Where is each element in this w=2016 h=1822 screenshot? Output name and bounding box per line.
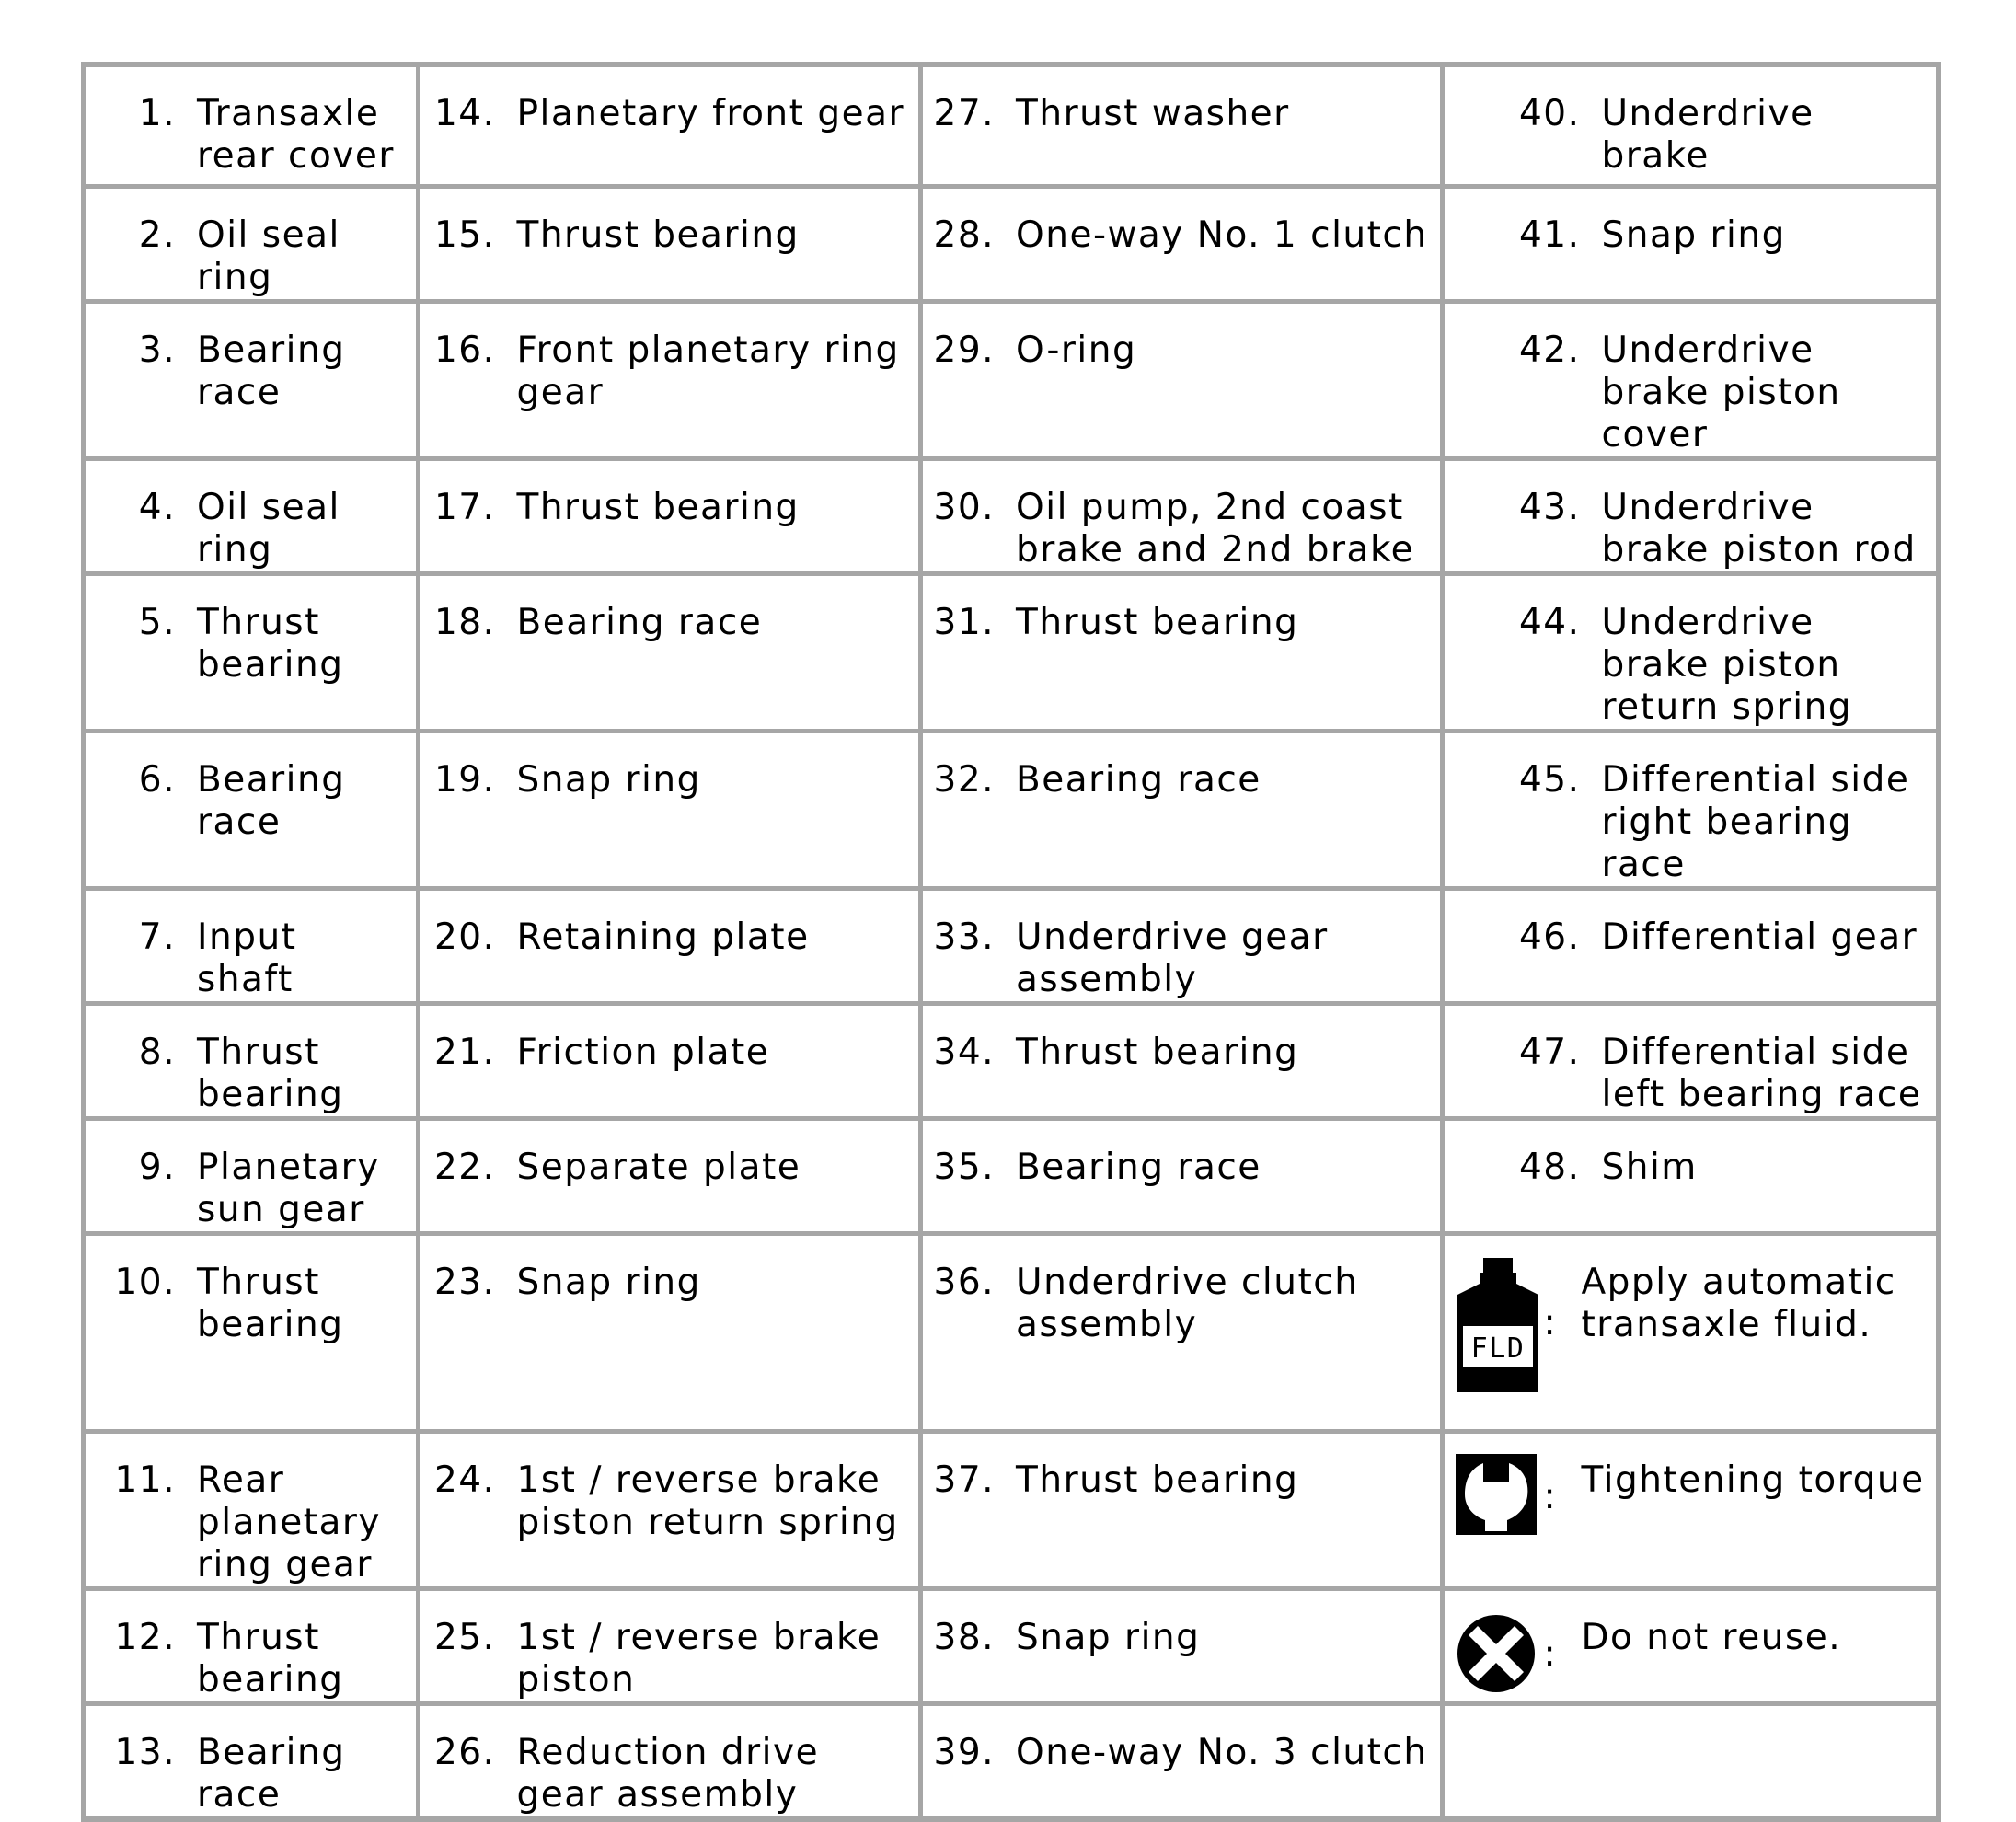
item-number: 46. xyxy=(1518,916,1581,958)
item-label: Bearing race xyxy=(516,601,763,643)
legend-cell xyxy=(1442,573,1939,731)
legend-row xyxy=(84,458,1939,573)
legend-cell xyxy=(84,1431,418,1588)
symbol-legend-fluid xyxy=(1457,1262,1926,1394)
legend-cell xyxy=(1442,64,1939,186)
item-label: Snap ring xyxy=(516,758,701,801)
fluid-label: FLD xyxy=(1470,1332,1525,1365)
legend-cell xyxy=(920,301,1442,458)
legend-item xyxy=(432,214,907,257)
legend-item xyxy=(432,93,907,135)
item-number: 26. xyxy=(433,1731,496,1773)
legend-row xyxy=(84,1003,1939,1118)
legend-cell xyxy=(418,1118,920,1233)
legend-cell xyxy=(920,1118,1442,1233)
legend-item xyxy=(934,487,1429,571)
legend-cell xyxy=(1442,458,1939,573)
legend-item xyxy=(98,1459,405,1586)
item-label: Thrust bearing xyxy=(197,601,344,686)
legend-item xyxy=(934,1617,1429,1659)
legend-cell xyxy=(920,1003,1442,1118)
item-label: Oil seal ring xyxy=(197,486,340,571)
legend-item xyxy=(432,1459,907,1544)
legend-row xyxy=(84,301,1939,458)
item-label: Thrust bearing xyxy=(516,486,800,528)
item-number: 23. xyxy=(433,1261,496,1303)
legend-item xyxy=(1456,329,1926,456)
legend-item xyxy=(98,214,405,299)
legend-cell xyxy=(418,301,920,458)
item-number: 1. xyxy=(138,93,176,134)
legend-cell xyxy=(1442,186,1939,301)
fluid-bottle-icon xyxy=(1456,1254,1540,1394)
item-label: Oil seal ring xyxy=(197,213,340,298)
item-label: Underdrive brake xyxy=(1601,93,1814,177)
legend-row xyxy=(84,186,1939,301)
legend-cell xyxy=(920,1233,1442,1431)
item-label: Thrust bearing xyxy=(197,1261,344,1345)
item-label: Bearing race xyxy=(197,1731,346,1816)
legend-item xyxy=(934,1732,1429,1774)
legend-cell xyxy=(418,1233,920,1431)
parts-legend-table xyxy=(81,62,1941,1822)
legend-item xyxy=(934,1032,1429,1074)
legend-row xyxy=(84,1431,1939,1588)
item-label: Rear planetary ring gear xyxy=(197,1459,382,1586)
item-number: 29. xyxy=(933,329,996,371)
item-number: 13. xyxy=(114,1731,176,1773)
symbol-colon: : xyxy=(1543,1301,1558,1343)
item-number: 19. xyxy=(433,758,496,801)
legend-cell xyxy=(1442,1431,1939,1588)
item-number: 31. xyxy=(933,601,996,643)
item-label: One-way No. 3 clutch xyxy=(1016,1731,1428,1773)
item-label: Snap ring xyxy=(516,1261,701,1303)
symbol-colon: : xyxy=(1543,1632,1558,1675)
legend-item xyxy=(1456,759,1926,886)
item-label: Separate plate xyxy=(516,1146,801,1188)
item-number: 3. xyxy=(138,329,176,371)
legend-cell xyxy=(1442,731,1939,888)
item-label: Front planetary ring gear xyxy=(516,329,900,413)
legend-cell xyxy=(84,1003,418,1118)
item-label: Thrust bearing xyxy=(516,213,800,256)
legend-cell xyxy=(418,458,920,573)
no-reuse-icon xyxy=(1456,1613,1540,1694)
item-number: 44. xyxy=(1518,601,1581,643)
symbol-description: Tightening torque xyxy=(1581,1459,1925,1501)
item-label: Friction plate xyxy=(516,1031,770,1073)
legend-item xyxy=(1456,487,1926,571)
legend-cell xyxy=(1442,1233,1939,1431)
item-label: Bearing race xyxy=(197,758,346,843)
item-number: 2. xyxy=(138,213,176,256)
legend-cell xyxy=(1442,1588,1939,1703)
legend-cell xyxy=(84,1233,418,1431)
item-number: 40. xyxy=(1518,93,1581,134)
legend-cell xyxy=(84,1118,418,1233)
legend-cell xyxy=(920,186,1442,301)
symbol-description: Apply automatic transaxle fluid. xyxy=(1581,1261,1896,1345)
item-label: Thrust washer xyxy=(1016,93,1290,134)
item-label: Thrust bearing xyxy=(197,1031,344,1115)
item-number: 25. xyxy=(433,1616,496,1658)
legend-item xyxy=(432,1732,907,1816)
legend-item xyxy=(934,329,1429,372)
legend-item xyxy=(432,487,907,529)
item-label: Bearing race xyxy=(1016,1146,1261,1188)
legend-row xyxy=(84,64,1939,186)
legend-item xyxy=(432,759,907,801)
item-label: Differential gear xyxy=(1601,916,1918,958)
legend-item xyxy=(98,93,405,178)
legend-cell xyxy=(84,64,418,186)
item-number: 48. xyxy=(1518,1146,1581,1188)
legend-item xyxy=(98,1617,405,1701)
item-number: 37. xyxy=(933,1459,996,1501)
legend-item xyxy=(1456,602,1926,729)
legend-item xyxy=(432,602,907,644)
item-number: 34. xyxy=(933,1031,996,1073)
item-number: 39. xyxy=(933,1731,996,1773)
legend-cell xyxy=(418,64,920,186)
item-number: 28. xyxy=(933,213,996,256)
item-number: 45. xyxy=(1518,758,1581,801)
item-label: Thrust bearing xyxy=(1016,1031,1299,1073)
legend-item xyxy=(98,487,405,571)
legend-row xyxy=(84,731,1939,888)
legend-item xyxy=(1456,917,1926,959)
legend-item xyxy=(432,917,907,959)
item-label: Thrust bearing xyxy=(197,1616,344,1701)
item-label: Bearing race xyxy=(1016,758,1261,801)
item-number: 32. xyxy=(933,758,996,801)
item-label: Bearing race xyxy=(197,329,346,413)
item-label: Snap ring xyxy=(1601,213,1786,256)
legend-item xyxy=(934,1262,1429,1346)
item-number: 30. xyxy=(933,486,996,528)
item-number: 20. xyxy=(433,916,496,958)
item-label: Differential side right bearing race xyxy=(1601,758,1910,885)
legend-cell xyxy=(84,301,418,458)
legend-item xyxy=(98,1032,405,1116)
legend-cell xyxy=(418,573,920,731)
legend-row xyxy=(84,1588,1939,1703)
symbol-legend-torque xyxy=(1457,1459,1926,1535)
item-label: Thrust bearing xyxy=(1016,601,1299,643)
item-label: 1st / reverse brake piston return spring xyxy=(516,1459,899,1543)
item-label: Planetary sun gear xyxy=(197,1146,380,1230)
legend-row xyxy=(84,573,1939,731)
item-number: 41. xyxy=(1518,213,1581,256)
legend-cell xyxy=(418,1003,920,1118)
legend-cell xyxy=(920,1431,1442,1588)
legend-item xyxy=(934,917,1429,1001)
item-label: 1st / reverse brake piston xyxy=(516,1616,881,1701)
fluid-bottle-icon xyxy=(1456,1254,1540,1394)
legend-cell xyxy=(418,1703,920,1819)
item-number: 12. xyxy=(114,1616,176,1658)
item-label: Retaining plate xyxy=(516,916,810,958)
legend-cell xyxy=(920,888,1442,1003)
legend-item xyxy=(98,917,405,1001)
item-number: 10. xyxy=(114,1261,176,1303)
item-number: 8. xyxy=(138,1031,176,1073)
legend-cell xyxy=(84,888,418,1003)
item-number: 47. xyxy=(1518,1031,1581,1073)
legend-cell xyxy=(84,731,418,888)
item-label: Reduction drive gear assembly xyxy=(516,1731,820,1816)
symbol-description: Do not reuse. xyxy=(1581,1616,1842,1658)
item-number: 17. xyxy=(433,486,496,528)
legend-cell xyxy=(84,458,418,573)
legend-item xyxy=(1456,1147,1926,1189)
legend-item xyxy=(98,1262,405,1346)
legend-cell xyxy=(920,1588,1442,1703)
item-number: 42. xyxy=(1518,329,1581,371)
legend-item xyxy=(432,329,907,414)
legend-item xyxy=(934,759,1429,801)
symbol-colon: : xyxy=(1543,1475,1558,1517)
item-number: 24. xyxy=(433,1459,496,1501)
legend-cell xyxy=(920,64,1442,186)
item-label: Underdrive brake piston return spring xyxy=(1601,601,1853,728)
item-number: 33. xyxy=(933,916,996,958)
legend-cell xyxy=(1442,1703,1939,1819)
legend-item xyxy=(98,602,405,686)
legend-item xyxy=(934,214,1429,257)
legend-item xyxy=(934,93,1429,135)
item-label: Oil pump, 2nd coast brake and 2nd brake xyxy=(1016,486,1415,571)
item-label: Snap ring xyxy=(1016,1616,1201,1658)
legend-cell xyxy=(84,573,418,731)
legend-item xyxy=(98,759,405,844)
legend-cell xyxy=(418,1431,920,1588)
legend-cell xyxy=(84,1588,418,1703)
no-reuse-icon xyxy=(1456,1613,1537,1694)
item-number: 16. xyxy=(433,329,496,371)
item-label: Underdrive brake piston cover xyxy=(1601,329,1841,456)
legend-item xyxy=(98,329,405,414)
legend-item xyxy=(934,602,1429,644)
item-number: 21. xyxy=(433,1031,496,1073)
legend-row xyxy=(84,1118,1939,1233)
legend-item xyxy=(1456,214,1926,257)
item-label: Thrust bearing xyxy=(1016,1459,1299,1501)
legend-cell xyxy=(1442,1118,1939,1233)
item-number: 5. xyxy=(138,601,176,643)
item-label: Input shaft xyxy=(197,916,297,1000)
legend-item xyxy=(1456,1032,1926,1116)
item-number: 43. xyxy=(1518,486,1581,528)
item-number: 27. xyxy=(933,93,996,134)
legend-cell xyxy=(1442,301,1939,458)
item-number: 14. xyxy=(433,93,496,134)
legend-row xyxy=(84,1703,1939,1819)
item-number: 11. xyxy=(114,1459,176,1501)
item-number: 18. xyxy=(433,601,496,643)
item-number: 4. xyxy=(138,486,176,528)
legend-item xyxy=(432,1147,907,1189)
legend-cell xyxy=(920,1703,1442,1819)
item-number: 22. xyxy=(433,1146,496,1188)
legend-cell xyxy=(84,186,418,301)
item-label: One-way No. 1 clutch xyxy=(1016,213,1428,256)
legend-cell xyxy=(920,458,1442,573)
item-label: O-ring xyxy=(1016,329,1137,371)
legend-row xyxy=(84,1233,1939,1431)
item-number: 38. xyxy=(933,1616,996,1658)
item-label: Transaxle rear cover xyxy=(197,93,395,177)
legend-item xyxy=(1456,93,1926,178)
item-number: 15. xyxy=(433,213,496,256)
legend-item xyxy=(432,1032,907,1074)
item-number: 6. xyxy=(138,758,176,801)
item-label: Underdrive gear assembly xyxy=(1016,916,1329,1000)
legend-cell xyxy=(418,731,920,888)
legend-item xyxy=(432,1617,907,1701)
item-label: Differential side left bearing race xyxy=(1601,1031,1922,1115)
legend-item xyxy=(934,1459,1429,1502)
item-number: 35. xyxy=(933,1146,996,1188)
wrench-torque-icon xyxy=(1456,1454,1537,1535)
legend-cell xyxy=(418,1588,920,1703)
legend-item xyxy=(934,1147,1429,1189)
legend-row xyxy=(84,888,1939,1003)
legend-item xyxy=(98,1732,405,1816)
legend-item xyxy=(432,1262,907,1304)
legend-cell xyxy=(418,186,920,301)
legend-cell xyxy=(1442,1003,1939,1118)
item-number: 7. xyxy=(138,916,176,958)
wrench-torque-icon xyxy=(1456,1454,1540,1535)
legend-cell xyxy=(920,573,1442,731)
legend-cell xyxy=(1442,888,1939,1003)
legend-cell xyxy=(84,1703,418,1819)
legend-cell xyxy=(920,731,1442,888)
item-number: 36. xyxy=(933,1261,996,1303)
legend-cell xyxy=(418,888,920,1003)
item-label: Shim xyxy=(1601,1146,1698,1188)
item-label: Underdrive brake piston rod xyxy=(1601,486,1917,571)
item-label: Planetary front gear xyxy=(516,93,905,134)
legend-item xyxy=(98,1147,405,1231)
item-label: Underdrive clutch assembly xyxy=(1016,1261,1359,1345)
symbol-legend-no-reuse xyxy=(1457,1617,1926,1694)
item-number: 9. xyxy=(138,1146,176,1188)
